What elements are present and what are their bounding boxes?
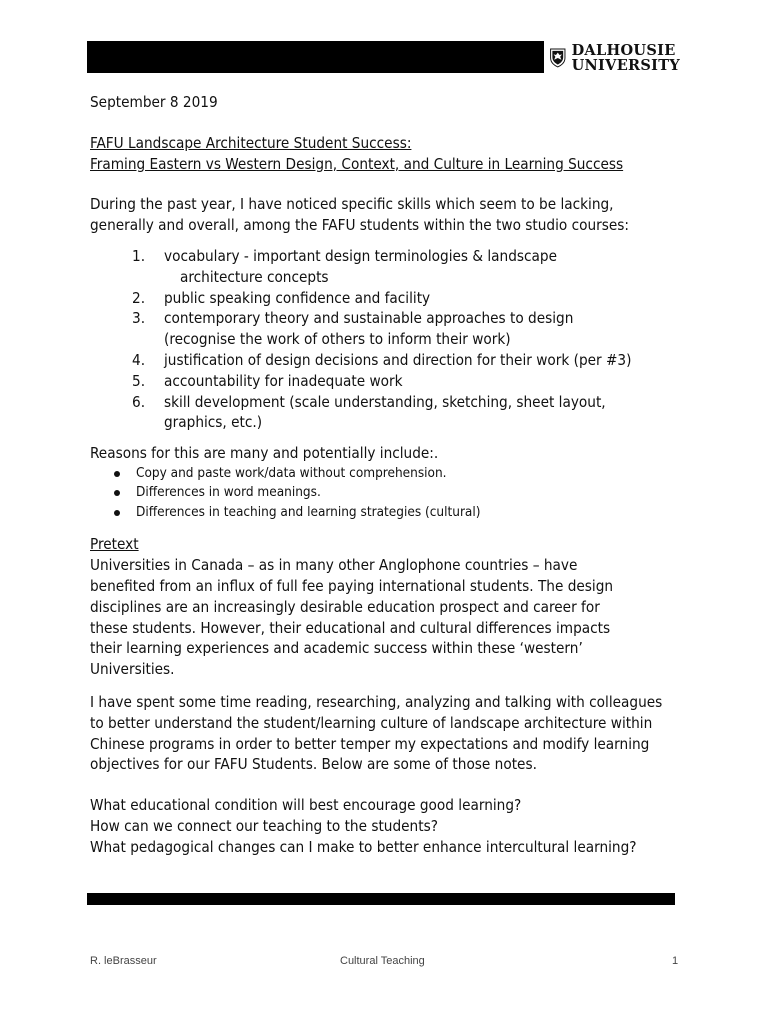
reason-item xyxy=(90,483,690,503)
pretext-paragraph: Universities in Canada – as in many other Anglophone countries – have benefited from an influx of full fee paying international students. The design disciplines are an increasingly desirable education prospect and career for these students. However, their educational and cultural differences impacts their learning experiences and academic success within these ‘western’ Universities. xyxy=(90,556,614,679)
document-title-line1: FAFU Landscape Architecture Student Success: xyxy=(90,133,412,152)
skill-number: 6. xyxy=(132,392,146,411)
skill-number: 1. xyxy=(132,246,146,265)
shield-crest-icon xyxy=(550,42,566,74)
skill-item xyxy=(90,392,690,434)
reasons-heading: Reasons for this are many and potentially include:. xyxy=(90,444,439,463)
skill-item xyxy=(90,288,690,309)
skill-text: justification of design decisions and direction for their work (per #3) xyxy=(164,350,632,369)
skills-list xyxy=(90,246,690,433)
skill-number: 5. xyxy=(132,371,146,390)
skill-text: contemporary theory and sustainable approaches to design (recognise the work of others to inform their work) xyxy=(164,309,574,349)
question-line: What pedagogical changes can I make to better enhance intercultural learning? xyxy=(90,837,637,856)
document-body xyxy=(90,92,690,858)
bullet-icon xyxy=(114,510,120,516)
footer-center-title: Cultural Teaching xyxy=(340,955,425,967)
question-line: How can we connect our teaching to the students? xyxy=(90,817,438,836)
document-title-line2: Framing Eastern vs Western Design, Context, and Culture in Learning Success xyxy=(90,154,624,173)
reason-text: Differences in teaching and learning strategies (cultural) xyxy=(136,503,481,520)
reason-text: Copy and paste work/data without comprehension. xyxy=(136,464,447,481)
reason-text: Differences in word meanings. xyxy=(136,484,321,501)
skill-text-continued: architecture concepts xyxy=(180,267,329,286)
skill-item xyxy=(90,246,690,288)
footer-page-number: 1 xyxy=(672,955,679,967)
reason-item xyxy=(90,503,690,523)
skill-item xyxy=(90,308,690,350)
question-line: What educational condition will best encourage good learning? xyxy=(90,796,522,815)
skill-text: skill development (scale understanding, sketching, sheet layout, graphics, etc.) xyxy=(164,392,606,432)
reasons-list xyxy=(90,464,690,523)
footer-author: R. leBrasseur xyxy=(90,955,157,967)
bullet-icon xyxy=(114,471,120,477)
logo-text-line2: UNIVERSITY xyxy=(571,57,680,74)
bullet-icon xyxy=(114,490,120,496)
header-bar xyxy=(87,41,544,73)
skill-number: 4. xyxy=(132,350,146,369)
logo-text-line1: DALHOUSIE xyxy=(571,42,676,59)
footer-bar xyxy=(87,893,675,905)
skill-number: 2. xyxy=(132,288,146,307)
reason-item xyxy=(90,464,690,484)
skill-text: public speaking confidence and facility xyxy=(164,288,431,307)
intro-paragraph: During the past year, I have noticed specific skills which seem to be lacking, generally and overall, among the FAFU students within the two studio courses: xyxy=(90,195,629,235)
document-date: September 8 2019 xyxy=(90,93,218,111)
research-paragraph: I have spent some time reading, researching, analyzing and talking with colleagues to better understand the student/learning culture of landscape architecture within Chinese programs in order to better temper my expectations and modify learning objectives for our FAFU Students. Below are some of those notes. xyxy=(90,693,663,774)
skill-number: 3. xyxy=(132,309,146,328)
skill-text: vocabulary - important design terminologies & landscape xyxy=(164,246,557,265)
skill-item xyxy=(90,371,690,392)
skill-text: accountability for inadequate work xyxy=(164,371,403,390)
pretext-heading: Pretext xyxy=(90,535,139,554)
skill-item xyxy=(90,350,690,371)
university-logo xyxy=(550,41,680,75)
